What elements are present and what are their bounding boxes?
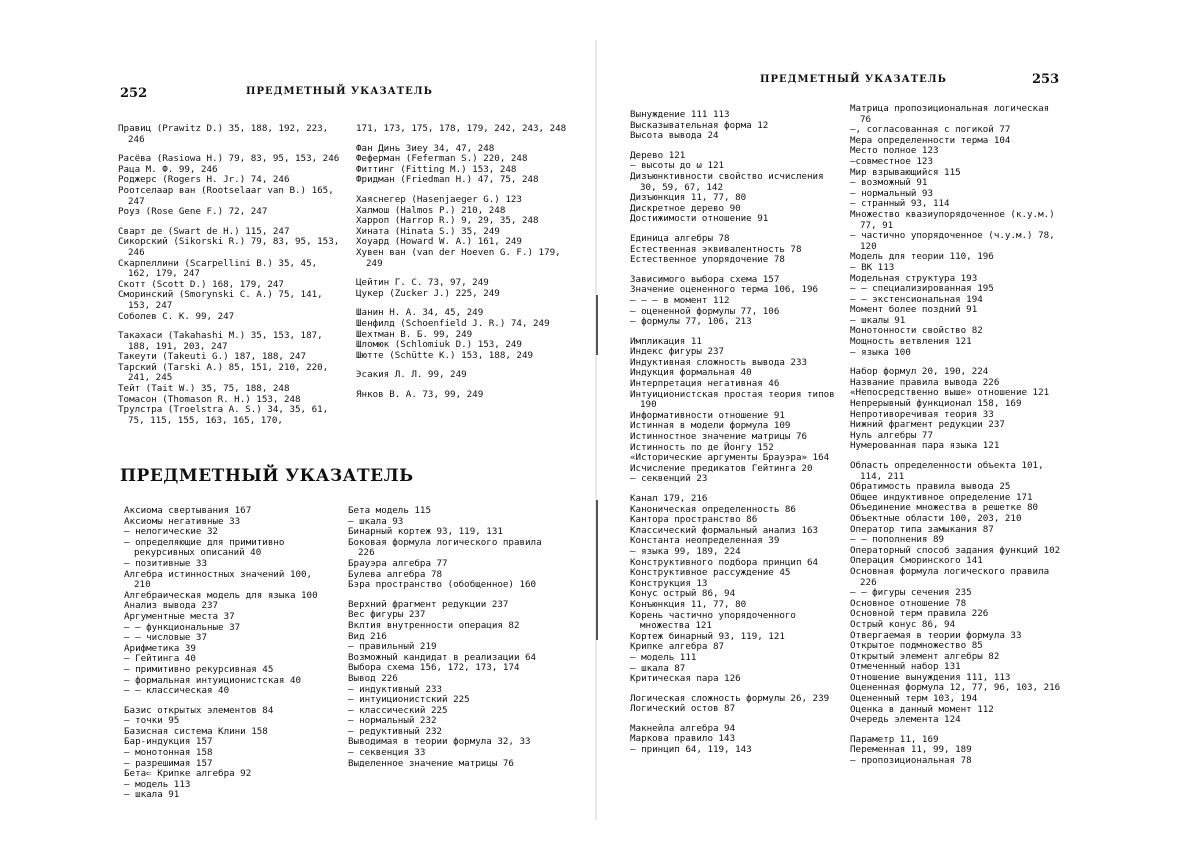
page-gutter: [595, 40, 597, 820]
index-entry: Хината (Hinata S.) 35, 249: [356, 225, 500, 237]
index-group: [124, 506, 334, 697]
index-group: [356, 278, 571, 299]
index-entry: Нуль алгебры 77: [850, 429, 933, 441]
index-entry: Хувен ван (van der Hoeven G. F.) 179, 249: [356, 246, 561, 269]
index-group: [850, 461, 1065, 726]
index-entry: Место полное 123: [850, 145, 939, 157]
index-entry: Мощность ветвления 121: [850, 336, 972, 348]
index-entry: — разрешимая 157: [124, 757, 213, 769]
index-entry: Модель для теории 110, 196: [850, 251, 994, 263]
index-entry: Соболев С. К. 99, 247: [118, 310, 235, 322]
index-entry: Естественное упорядочение 78: [630, 254, 785, 266]
index-entry: — шкала 87: [630, 662, 686, 674]
index-entry: — — пополнения 89: [850, 534, 945, 546]
subject-column-4: [850, 104, 1065, 776]
index-entry: Брауэра алгебра 77: [348, 557, 448, 569]
running-head: ПРЕДМЕТНЫЙ УКАЗАТЕЛЬ: [246, 86, 433, 97]
index-entry: Импликация 11: [630, 335, 702, 347]
index-entry: — монотонная 158: [124, 747, 213, 759]
index-entry: Момент более поздний 91: [850, 304, 978, 316]
index-entry: — модель 113: [124, 778, 191, 790]
index-entry: Боковая формула логического правила 226: [348, 536, 542, 559]
index-group: [118, 124, 343, 145]
index-entry: Очередь элемента 124: [850, 714, 961, 726]
index-entry: Множество квазиупорядоченное (к.у.м.) 77, 91: [850, 208, 1055, 231]
index-group: [630, 337, 845, 485]
index-entry: Фридман (Friedman H.) 47, 75, 248: [356, 174, 539, 186]
index-entry: Общее индуктивное определение 171: [850, 491, 1033, 503]
index-entry: Зависимого выбора схема 157: [630, 273, 780, 285]
index-entry: Отвергаемая в теории формула 33: [850, 629, 1022, 641]
index-entry: Мир взрывающийся 115: [850, 166, 961, 178]
index-entry: Цукер (Zucker J.) 225, 249: [356, 287, 500, 299]
index-entry: Вывод 226: [348, 672, 398, 684]
index-entry: Монотонности свойство 82: [850, 325, 983, 337]
index-entry: — — классическая 40: [124, 685, 230, 697]
index-entry: — формальная интуиционистская 40: [124, 674, 302, 686]
index-entry: Конус острый 86, 94: [630, 588, 736, 600]
index-group: [118, 227, 343, 322]
index-group: [356, 144, 571, 186]
index-entry: Маркова правило 143: [630, 733, 736, 745]
subject-column-1: [124, 506, 334, 810]
index-entry: Оператор типа замыкания 87: [850, 523, 994, 535]
index-entry: — нелогические 32: [124, 526, 219, 538]
index-entry: Канал 179, 216: [630, 493, 708, 504]
index-entry: —, согласованная с логикой 77: [850, 124, 1011, 136]
index-entry: Открытое подмножество 85: [850, 640, 983, 652]
index-entry: — определяющие для примитивно рекурсивных описаний 40: [124, 536, 285, 559]
index-entry: — языка 99, 189, 224: [630, 545, 741, 557]
index-entry: Объединение множества в решетке 80: [850, 502, 1039, 514]
index-entry: «Исторические аргументы Брауэра» 164: [630, 452, 830, 464]
index-group: [356, 124, 571, 135]
index-entry: — языка 100: [850, 346, 911, 358]
index-entry: — примитивно рекурсивная 45: [124, 663, 274, 675]
index-entry: Вынуждение 111 113: [630, 109, 730, 120]
index-entry: Канторa пространство 86: [630, 514, 758, 526]
index-entry: Шютте (Schütte K.) 153, 188, 249: [356, 349, 534, 361]
index-entry: — правильный 219: [348, 641, 437, 653]
index-entry: Операторный способ задания функций 102: [850, 544, 1061, 556]
index-entry: Оцененный терм 103, 194: [850, 693, 978, 705]
names-column-2: [356, 124, 571, 409]
index-entry: Набор формул 20, 190, 224: [850, 366, 989, 378]
index-entry: Информативности отношение 91: [630, 409, 785, 421]
index-entry: Название правила вывода 226: [850, 376, 1000, 388]
index-entry: Халмош (Halmos P.) 210, 248: [356, 204, 506, 216]
index-entry: Конструкция 13: [630, 577, 708, 589]
index-entry: Основное отношение 78: [850, 597, 967, 609]
index-entry: Роджерс (Rogers H. Jr.) 74, 246: [118, 174, 290, 186]
index-entry: — принцип 64, 119, 143: [630, 744, 752, 756]
index-entry: — классический 225: [348, 704, 448, 716]
subject-column-2: [348, 506, 558, 778]
index-entry: Возможный кандидат в реализации 64: [348, 651, 537, 663]
index-entry: Достижимости отношение 91: [630, 213, 769, 225]
index-entry: Бэра пространство (обобщенное) 160: [348, 579, 537, 591]
index-entry: Обратимость правила вывода 25: [850, 481, 1011, 493]
index-entry: Конъюнкция 11, 77, 80: [630, 598, 747, 610]
index-entry: Арифметика 39: [124, 642, 196, 654]
index-entry: — оцененной формулы 77, 106: [630, 305, 780, 317]
index-entry: — шкалы 91: [850, 314, 906, 326]
index-entry: Каноническая определенность 86: [630, 503, 796, 515]
index-entry: Хоуард (Howard W. A.) 161, 249: [356, 236, 522, 248]
index-entry: Вклтия внутренности операция 82: [348, 619, 520, 631]
index-entry: — нормальный 93: [850, 187, 933, 199]
index-entry: —совместное 123: [850, 155, 933, 167]
index-entry: Анализ вывода 237: [124, 600, 219, 612]
index-entry: Высказывательная форма 12: [630, 119, 769, 131]
index-entry: Скарпеллини (Scarpellini B.) 35, 45, 162, 179, 247: [118, 257, 318, 280]
index-entry: Непротиворечивая теория 33: [850, 408, 994, 420]
index-entry: Отношение вынуждения 111, 113: [850, 671, 1011, 683]
index-entry: Крипке алгебра 87: [630, 641, 725, 653]
index-entry: Индуктивная сложность вывода 233: [630, 356, 808, 368]
index-group: [124, 706, 334, 801]
index-entry: Роуз (Rose Gene F.) 72, 247: [118, 206, 268, 218]
index-entry: — модель 111: [630, 651, 697, 663]
scan-mark: [596, 295, 598, 355]
index-entry: «Непосредственно выше» отношение 121: [850, 387, 1050, 399]
index-entry: Базис открытых элементов 84: [124, 704, 274, 716]
index-entry: Аргументные места 37: [124, 610, 235, 622]
index-entry: Хаяснегер (Hasenjaeger G.) 123: [356, 193, 522, 205]
index-entry: Естественная эквивалентность 78: [630, 243, 802, 255]
index-entry: Тарский (Tarski A.) 85, 151, 210, 220, 241, 245: [118, 361, 329, 384]
index-entry: Такахаси (Takahashi M.) 35, 153, 187, 188, 191, 203, 247: [118, 330, 323, 352]
index-entry: Логический остов 87: [630, 703, 736, 715]
index-entry: — редуктивный 232: [348, 725, 443, 737]
index-group: [630, 494, 845, 685]
index-entry: — — — в момент 112: [630, 294, 730, 306]
index-entry: Янков В. А. 73, 99, 249: [356, 388, 484, 400]
index-entry: Область определенности объекта 101, 114, 211: [850, 460, 1044, 482]
index-entry: Параметр 11, 169: [850, 733, 939, 745]
index-entry: Булева алгебра 78: [348, 568, 443, 580]
index-entry: Значение оцененного терма 106, 196: [630, 284, 819, 296]
index-entry: Томасон (Thomason R. H.) 153, 248: [118, 393, 301, 405]
index-entry: Истинность по де Йонгу 152: [630, 441, 774, 453]
index-entry: Единица алгебры 78: [630, 232, 730, 244]
running-head: ПРЕДМЕТНЫЙ УКАЗАТЕЛЬ: [760, 74, 947, 85]
index-entry: Роотселаар ван (Rootselaar van B.) 165, 247: [118, 184, 334, 207]
index-entry: Алгебраическая модель для языка 100: [124, 589, 318, 601]
index-entry: Критическая пара 126: [630, 673, 741, 685]
index-group: [630, 110, 845, 142]
index-entry: — пропозициональная 78: [850, 755, 972, 767]
index-entry: Нумерованная пара языка 121: [850, 440, 1000, 452]
index-entry: Бар-индукция 157: [124, 736, 213, 748]
index-entry: Истинностное значение матрицы 76: [630, 431, 808, 443]
index-entry: Константа неопределенная 39: [630, 535, 780, 547]
index-entry: — позитивные 33: [124, 557, 207, 569]
index-entry: Конструктивного подбора принцип 64: [630, 556, 819, 568]
index-entry: Сморинский (Smorynski C. A.) 75, 141, 153, 247: [118, 289, 323, 311]
index-entry: Бета⇐ Крипке алгебра 92: [124, 768, 252, 780]
index-entry: — высоты до ω 121: [630, 160, 725, 172]
index-entry: Модельная структура 193: [850, 272, 978, 284]
index-group: [356, 370, 571, 381]
index-entry: — шкала 91: [124, 789, 180, 801]
index-entry: Выбора схема 156, 172, 173, 174: [348, 662, 520, 674]
index-entry: Шехтман В. Б. 99, 249: [356, 328, 473, 340]
index-group: [118, 331, 343, 426]
index-entry: — — фигуры сечения 235: [850, 587, 972, 599]
index-entry: Фиттинг (Fitting M.) 153, 248: [356, 163, 517, 175]
index-group: [850, 104, 1065, 358]
index-entry: Правиц (Prawitz D.) 35, 188, 192, 223, 246: [118, 123, 329, 145]
index-group: [850, 367, 1065, 452]
index-entry: Макнейла алгебра 94: [630, 722, 736, 734]
index-entry: — индуктивный 233: [348, 683, 443, 695]
index-entry: Оцененная формула 12, 77, 96, 103, 216: [850, 682, 1061, 694]
index-entry: Сварт де (Swart de H.) 115, 247: [118, 225, 290, 237]
index-entry: Алгебра истинностных значений 100, 210: [124, 568, 313, 591]
index-entry: Тейт (Tait W.) 35, 75, 188, 248: [118, 383, 290, 395]
index-entry: Фан Динь Зиеу 34, 47, 248: [356, 142, 495, 154]
index-entry: Матрица пропозициональная логическая 76: [850, 103, 1050, 125]
index-entry: Дискретное дерево 90: [630, 202, 741, 214]
index-entry: — ВК 113: [850, 261, 895, 273]
index-group: [630, 151, 845, 225]
index-entry: Аксиома свертывания 167: [124, 505, 252, 516]
index-entry: Истинная в модели формула 109: [630, 420, 791, 432]
index-entry: Базисная система Клини 158: [124, 725, 268, 737]
index-entry: Конструктивное рассуждение 45: [630, 567, 791, 579]
index-entry: Такеути (Takeuti G.) 187, 188, 247: [118, 351, 307, 363]
index-entry: — шкала 93: [348, 515, 404, 527]
index-entry: Эсакия Л. Л. 99, 249: [356, 369, 467, 381]
index-entry: — секвенция 33: [348, 747, 426, 759]
index-entry: Основная формула логического правила 226: [850, 565, 1050, 588]
index-group: [356, 390, 571, 401]
index-group: [630, 234, 845, 266]
index-entry: Выделенное значение матрицы 76: [348, 757, 514, 769]
index-group: [356, 308, 571, 361]
index-entry: Расёва (Rasiowa H.) 79, 83, 95, 153, 246: [118, 153, 340, 165]
index-entry: Интерпретация негативная 46: [630, 378, 780, 390]
index-entry: Бета модель 115: [348, 505, 431, 516]
index-entry: Аксиомы негативные 33: [124, 515, 241, 527]
index-entry: Открытый элемент алгебры 82: [850, 650, 1000, 662]
index-entry: — — функциональные 37: [124, 621, 241, 633]
index-entry: Непрерывный функционал 158, 169: [850, 398, 1022, 410]
page-number: 252: [120, 86, 148, 101]
index-entry: — — специализированная 195: [850, 283, 994, 295]
index-entry: Скотт (Scott D.) 168, 179, 247: [118, 278, 284, 290]
index-entry: Шенфилд (Schoenfield J. R.) 74, 249: [356, 317, 550, 329]
index-entry: Интуиционистская простая теория типов 190: [630, 388, 835, 411]
index-entry: Объектные области 100, 203, 210: [850, 512, 1022, 524]
index-entry: Выводимая в теории формула 32, 33: [348, 736, 531, 748]
index-entry: Оценка в данный момент 112: [850, 703, 994, 715]
index-entry: Острый конус 86, 94: [850, 618, 956, 630]
index-entry: Мера определенности терма 104: [850, 134, 1011, 146]
index-entry: — формулы 77, 106, 213: [630, 316, 752, 328]
index-entry: — секвенций 23: [630, 473, 708, 485]
index-entry: 171, 173, 175, 178, 179, 242, 243, 248: [356, 123, 567, 134]
index-entry: — Гейтинга 40: [124, 653, 196, 665]
index-entry: Раца М. Ф. 99, 246: [118, 163, 218, 175]
index-entry: Кортеж бинарный 93, 119, 121: [630, 630, 785, 642]
index-entry: — интуиционистский 225: [348, 694, 470, 706]
index-entry: Вес фигуры 237: [348, 609, 426, 621]
index-entry: Логическая сложность формулы 26, 239: [630, 692, 830, 704]
left-page: [0, 0, 590, 848]
index-entry: Цейтин Г. С. 73, 97, 249: [356, 277, 489, 289]
index-group: [630, 275, 845, 328]
index-entry: — — экстенсиональная 194: [850, 293, 983, 305]
index-entry: Дерево 121: [630, 149, 686, 161]
index-group: [118, 154, 343, 218]
subject-column-3: [630, 110, 845, 765]
index-entry: Индекс фигуры 237: [630, 346, 725, 358]
index-entry: Верхний фрагмент редукции 237: [348, 598, 509, 610]
index-entry: Индукция формальная 40: [630, 367, 752, 379]
index-entry: Операция Сморинского 141: [850, 555, 983, 567]
index-entry: Высота вывода 24: [630, 130, 719, 142]
index-entry: Сикорский (Sikorski R.) 79, 83, 95, 153, 246: [118, 236, 340, 258]
index-entry: Харроп (Harrop R.) 9, 29, 35, 248: [356, 215, 539, 227]
index-group: [850, 735, 1065, 767]
index-group: [630, 724, 845, 756]
index-entry: — частично упорядоченное (ч.у.м.) 78, 120: [850, 230, 1055, 252]
index-entry: Дизъюнкция 11, 77, 80: [630, 192, 747, 204]
index-group: [356, 195, 571, 269]
names-column-1: [118, 124, 343, 435]
index-entry: Шанин Н. А. 34, 45, 249: [356, 307, 484, 319]
index-entry: — возможный 91: [850, 177, 928, 189]
index-entry: — странный 93, 114: [850, 198, 950, 210]
page-number: 253: [1032, 72, 1060, 87]
index-entry: Шломюк (Schlomiuk D.) 153, 249: [356, 339, 522, 351]
index-entry: Корень частично упорядоченного множества 121: [630, 609, 796, 632]
index-entry: Дизъюнктивности свойство исчисления 30, 59, 67, 142: [630, 170, 824, 193]
index-entry: Бинарный кортеж 93, 119, 131: [348, 526, 503, 538]
index-entry: — — числовые 37: [124, 632, 207, 644]
index-entry: — точки 95: [124, 715, 180, 727]
index-entry: Вид 216: [348, 630, 387, 642]
index-entry: Отмеченный набор 131: [850, 661, 961, 673]
index-entry: Трулстра (Troelstra A. S.) 34, 35, 61, 75, 115, 155, 163, 165, 170,: [118, 404, 329, 426]
index-entry: Классический формальный анализ 163: [630, 524, 819, 536]
index-entry: Основной терм правила 226: [850, 608, 989, 620]
index-entry: Переменная 11, 99, 189: [850, 744, 972, 756]
right-page: [600, 0, 1200, 848]
index-group: [348, 506, 558, 591]
scan-mark: [596, 500, 598, 640]
index-entry: Феферман (Feferman S.) 220, 248: [356, 153, 528, 165]
index-entry: Нижний фрагмент редукции 237: [850, 419, 1005, 431]
index-entry: — нормальный 232: [348, 715, 437, 727]
index-group: [348, 600, 558, 770]
index-group: [630, 694, 845, 715]
section-title: ПРЕДМЕТНЫЙ УКАЗАТЕЛЬ: [120, 466, 414, 486]
index-entry: Исчисление предикатов Гейтинга 20: [630, 462, 813, 474]
